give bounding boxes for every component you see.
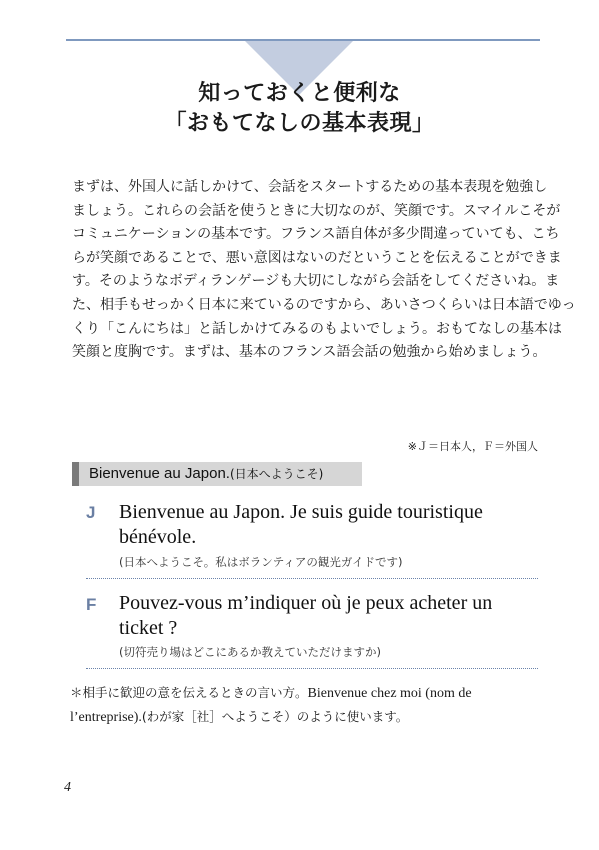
usage-note-fr: l’entreprise). [70, 710, 142, 725]
speaker-label-f: F [86, 595, 97, 614]
intro-line: た、相手もせっかく日本に来ているのですから、あいさつくらいは日本語でゆっ [72, 296, 576, 313]
page-title-line-1: 知っておくと便利な [198, 81, 401, 106]
dialogue-fr-line: bénévole. [119, 526, 197, 548]
section-heading-jp: (日本へようこそ) [229, 467, 324, 481]
section-heading [89, 465, 323, 482]
usage-note [70, 681, 540, 729]
usage-note-line-1 [70, 681, 540, 705]
intro-line: す。そのようなボディランゲージも大切にしながら会話をしてくださいね。ま [72, 273, 560, 290]
section-heading-bar [72, 462, 362, 486]
dialogue-jp-translation: (日本へようこそ。私はボランティアの観光ガイドです) [119, 555, 403, 569]
speaker-label-j: J [86, 503, 96, 522]
dialogue-fr-line: Pouvez-vous m’indiquer où je peux acheter un [119, 592, 493, 614]
dotted-divider [86, 668, 538, 669]
dialogue-fr-line: Bienvenue au Japon. Je suis guide touristique [119, 501, 483, 523]
intro-line: コミュニケーションの基本です。フランス語自体が多少間違っていても、こち [72, 226, 560, 243]
dotted-divider [86, 578, 538, 579]
intro-line: 笑顔と度胸です。まずは、基本のフランス語会話の勉強から始めましょう。 [72, 344, 547, 361]
usage-note-line-2 [70, 705, 540, 729]
section-heading-fr: Bienvenue au Japon. [89, 465, 230, 482]
intro-line: らが笑顔であることで、悪い意図はないのだということを伝えることができま [72, 249, 562, 266]
page-title-line-2: 「おもてなしの基本表現」 [164, 111, 435, 136]
speaker-legend-note: ※Ｊ＝日本人，Ｆ＝外国人 [407, 440, 538, 453]
dialogue-jp-translation: (切符売り場はどこにあるか教えていただけますか) [119, 645, 381, 659]
usage-note-jp: (わが家［社］へようこそ）のように使います。 [141, 709, 409, 724]
usage-note-jp: ＊相手に歓迎の意を伝えるときの言い方。 [70, 685, 308, 700]
dialogue-fr-line: ticket ? [119, 617, 178, 639]
intro-line: くり「こんにちは」と話しかけてみるのもよいでしょう。おもてなしの基本は [72, 320, 562, 337]
page-number: 4 [64, 780, 71, 795]
usage-note-fr: Bienvenue chez moi (nom de [307, 686, 472, 701]
intro-line: ましょう。これらの会話を使うときに大切なのが、笑顔です。スマイルこそが [72, 202, 561, 219]
intro-line: まずは、外国人に話しかけて、会話をスタートするための基本表現を勉強し [72, 179, 548, 195]
intro-paragraph [72, 176, 576, 365]
